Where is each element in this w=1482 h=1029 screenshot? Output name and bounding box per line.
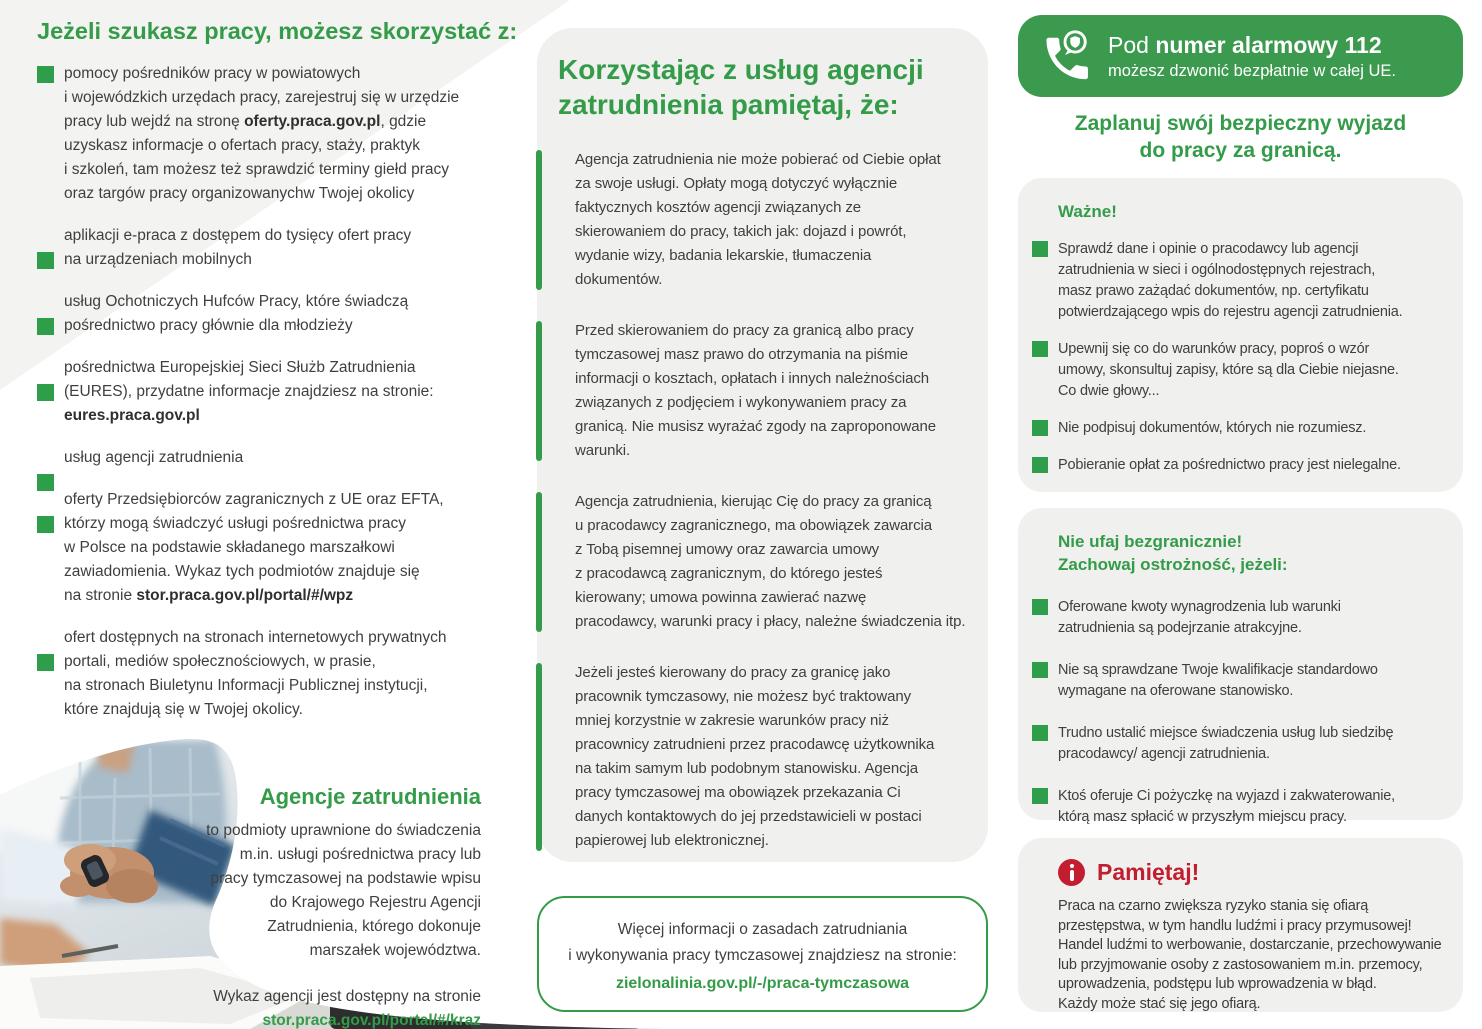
more-info-box bbox=[537, 896, 988, 1012]
agencies-title: Agencje zatrudnienia bbox=[259, 784, 481, 809]
rule-paragraph: Agencja zatrudnienia nie może pobierać od Ciebie opłat za swoje usługi. Opłaty mogą dotyczyć wyłącznie faktycznych kosztów agencji związanych ze skierowaniem do pracy, takich jak: dojazd i powrót, wydanie wizy, badania lekarskie, tłumaczenia dokumentów. bbox=[537, 148, 988, 292]
important-item: Pobieranie opłat za pośrednictwo pracy jest nielegalne. bbox=[1058, 455, 1445, 476]
important-item: Upewnij się co do warunków pracy, poproś o wzór umowy, skonsultuj zapisy, które są dla Ciebie niejasne. Co dwie głowy... bbox=[1058, 339, 1445, 402]
safe-departure-heading: Zaplanuj swój bezpieczny wyjazd do pracy za granicą. bbox=[1074, 112, 1407, 162]
page-title: Jeżeli szukasz pracy, możesz skorzystać z: bbox=[37, 18, 518, 44]
agencies-note: Wykaz agencji jest dostępny na stronie bbox=[213, 988, 481, 1005]
emergency-number-banner bbox=[1018, 15, 1463, 97]
list-item: pośrednictwa Europejskiej Sieci Służb Zatrudnienia (EURES), przydatne informacje znajdziesz na stronie: eures.praca.gov.pl bbox=[37, 356, 479, 428]
bullet-square-icon bbox=[37, 318, 54, 335]
caution-title: Nie ufaj bezgranicznie! Zachowaj ostrożność, jeżeli: bbox=[1058, 532, 1288, 574]
phone-call-alert-icon bbox=[1038, 27, 1092, 86]
important-item: Nie podpisuj dokumentów, których nie rozumiesz. bbox=[1058, 418, 1445, 439]
bullet-square-icon bbox=[37, 384, 54, 401]
important-panel bbox=[1018, 178, 1463, 492]
accent-bar bbox=[536, 150, 542, 290]
employment-agencies-section bbox=[120, 784, 481, 1029]
important-item: Sprawdź dane i opinie o pracodawcy lub agencji zatrudnienia w sieci i ogólnodostępnych rejestrach, masz prawo zażądać dokumentów, np. certyfikatu potwierdzającego wpis do rejestru agencji zatrudnienia. bbox=[1058, 239, 1445, 323]
bullet-square-icon bbox=[37, 66, 54, 83]
job-search-options-list bbox=[37, 62, 479, 740]
accent-bar bbox=[536, 492, 542, 632]
remember-header bbox=[1058, 859, 1445, 886]
bullet-square-icon bbox=[1032, 241, 1048, 257]
kraz-register-link[interactable]: stor.praca.gov.pl/portal/#/kraz bbox=[262, 1012, 481, 1029]
agencies-description: to podmioty uprawnione do świadczenia m.in. usługi pośrednictwa pracy lub pracy tymczasowej na podstawie wpisu do Krajowego Rejestru Agencji Zatrudnienia, którego dokonuje marszałek województwa. bbox=[206, 822, 481, 959]
caution-item: Ktoś oferuje Ci pożyczkę na wyjazd i zakwaterowanie, którą masz spłacić w przyszłym miejscu pracy. bbox=[1058, 786, 1445, 828]
list-item: usług agencji zatrudnienia bbox=[37, 446, 479, 470]
bullet-square-icon bbox=[37, 252, 54, 269]
rule-paragraph: Agencja zatrudnienia, kierując Cię do pracy za granicą u pracodawcy zagranicznego, ma obowiązek zawarcia z Tobą pisemnej umowy oraz zawarcia umowy z pracodawcą zagranicznym, do którego jesteś kierowany; umowa powinna zawierać nazwę pracodawcy, warunki pracy i płacy, należne świadczenia itp. bbox=[537, 490, 988, 634]
caution-item: Nie są sprawdzane Twoje kwalifikacje standardowo wymagane na oferowane stanowisko. bbox=[1058, 660, 1445, 702]
bullet-square-icon bbox=[37, 516, 54, 533]
list-item: ofert dostępnych na stronach internetowych prywatnych portali, mediów społecznościowych, w prasie, na stronach Biuletynu Informacji Publicznej instytucji, które znajdują się w Twojej okolicy. bbox=[37, 626, 479, 722]
zielona-linia-link[interactable]: zielonalinia.gov.pl/-/praca-tymczasowa bbox=[615, 975, 910, 992]
caution-panel bbox=[1018, 508, 1463, 825]
accent-bar bbox=[536, 321, 542, 461]
more-info-text: Więcej informacji o zasadach zatrudniania i wykonywania pracy tymczasowej znajdziesz na stronie: bbox=[568, 921, 957, 964]
bullet-square-icon bbox=[1032, 341, 1048, 357]
list-item: pomocy pośredników pracy w powiatowych i wojewódzkich urzędach pracy, zarejestruj się w urzędzie pracy lub wejdź na stronę oferty.praca.gov.pl, gdzie uzyskasz informacje o ofertach pracy, staży, praktyk i szkoleń, tam możesz też sprawdzić terminy giełd pracy oraz targów pracy organizowanychw Twojej okolicy bbox=[37, 62, 479, 206]
rule-paragraph: Jeżeli jesteś kierowany do pracy za granicę jako pracownik tymczasowy, nie możesz być traktowany mniej korzystnie w zakresie warunków pracy niż pracownicy zatrudnieni przez pracodawcę użytkownika na takim samym lub podobnym stanowisku. Agencja pracy tymczasowej ma obowiązek przekazania Ci danych kontaktowych do jej przedstawicieli w postaci papierowej lub elektronicznej. bbox=[537, 661, 988, 853]
rule-paragraph: Przed skierowaniem do pracy za granicą albo pracy tymczasowej masz prawo do otrzymania na piśmie informacji o kosztach, opłatach i innych należnościach związanych z podjęciem i wykonywaniem pracy za granicą. Nie musisz wyrażać zgody na zaproponowane warunki. bbox=[537, 319, 988, 463]
bullet-square-icon bbox=[1032, 725, 1048, 741]
list-item: oferty Przedsiębiorców zagranicznych z UE oraz EFTA, którzy mogą świadczyć usługi pośrednictwa pracy w Polsce na podstawie składanego marszałkowi zawiadomienia. Wykaz tych podmiotów znajduje się na stronie stor.praca.gov.pl/portal/#/wpz bbox=[37, 488, 479, 608]
list-item: aplikacji e-praca z dostępem do tysięcy ofert pracy na urządzeniach mobilnych bbox=[37, 224, 479, 272]
remember-text: Praca na czarno zwiększa ryzyko stania się ofiarą przestępstwa, w tym handlu ludźmi i pracy przymusowej! Handel ludźmi to werbowanie, dostarczanie, przechowywanie lub przyjmowanie osoby z zastosowaniem m.in. przemocy, uprowadzenia, podstępu lub wprowadzenia w błąd. Każdy może stać się jego ofiarą. bbox=[1058, 898, 1442, 1012]
caution-item: Trudno ustalić miejsce świadczenia usług lub siedzibę pracodawcy/ agencji zatrudnienia. bbox=[1058, 723, 1445, 765]
list-item: usług Ochotniczych Hufców Pracy, które świadczą pośrednictwo pracy głównie dla młodzieży bbox=[37, 290, 479, 338]
banner-line-1: Pod numer alarmowy 112 bbox=[1108, 31, 1382, 58]
agency-rules-title: Korzystając z usług agencji zatrudnienia pamiętaj, że: bbox=[558, 54, 924, 120]
bullet-square-icon bbox=[1032, 788, 1048, 804]
alert-info-icon bbox=[1058, 859, 1085, 886]
accent-bar bbox=[536, 663, 542, 851]
bullet-square-icon bbox=[1032, 599, 1048, 615]
important-title: Ważne! bbox=[1058, 202, 1117, 221]
bullet-square-icon bbox=[1032, 420, 1048, 436]
banner-line-2: możesz dzwonić bezpłatnie w całej UE. bbox=[1108, 61, 1396, 80]
caution-item: Oferowane kwoty wynagrodzenia lub warunki zatrudnienia są podejrzanie atrakcyjne. bbox=[1058, 597, 1445, 639]
bullet-square-icon bbox=[1032, 457, 1048, 473]
agency-rules-panel bbox=[537, 28, 988, 862]
remember-title: Pamiętaj! bbox=[1097, 859, 1200, 885]
bullet-square-icon bbox=[1032, 662, 1048, 678]
banner-text bbox=[1108, 31, 1396, 82]
bullet-square-icon bbox=[37, 654, 54, 671]
remember-panel bbox=[1018, 838, 1463, 1012]
